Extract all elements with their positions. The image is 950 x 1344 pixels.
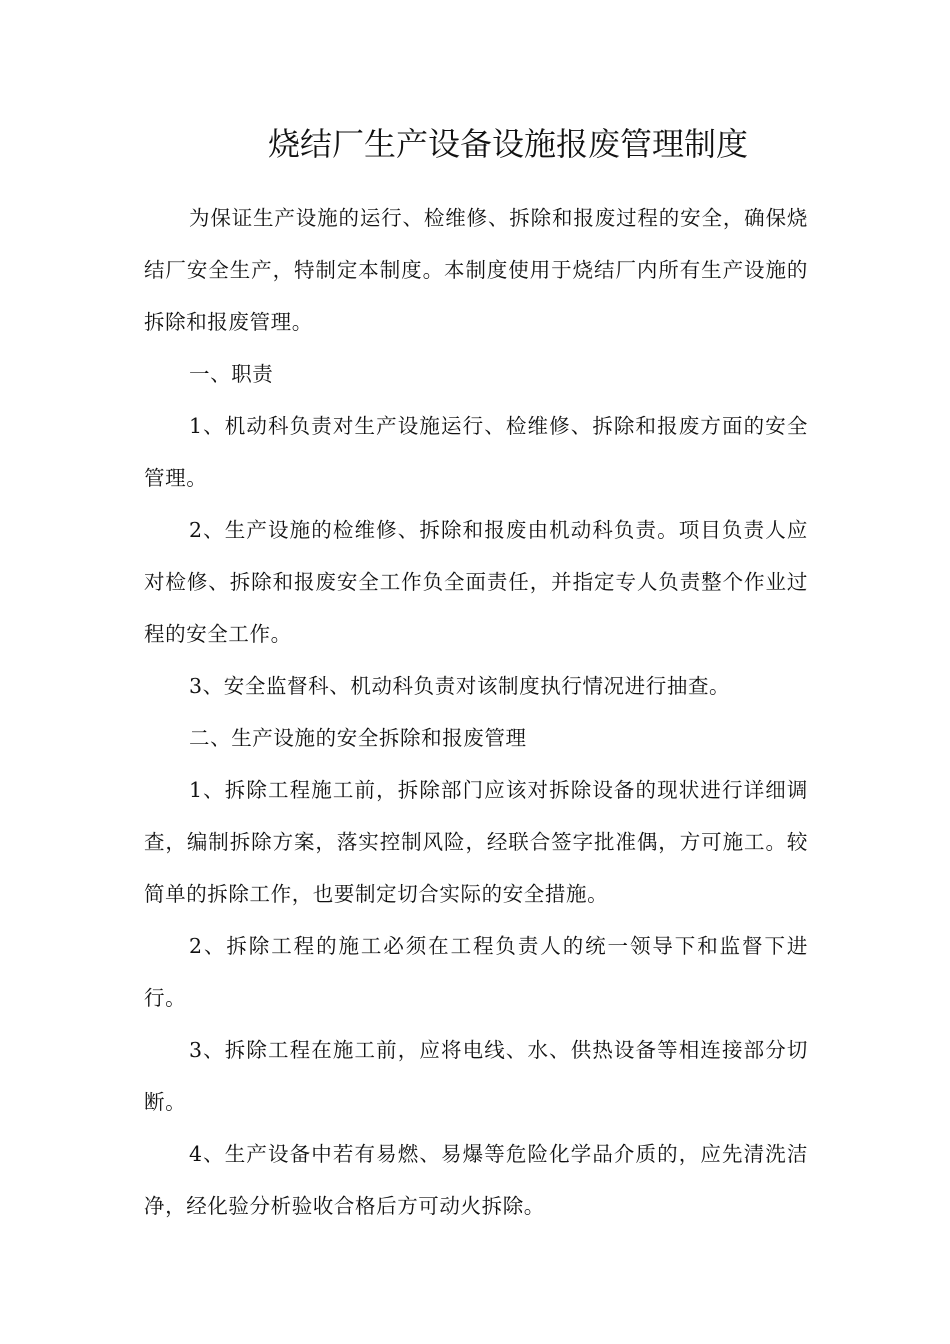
intro-paragraph: 为保证生产设施的运行、检维修、拆除和报废过程的安全，确保烧结厂安全生产，特制定本制度。本制度使用于烧结厂内所有生产设施的拆除和报废管理。 — [144, 206, 808, 334]
document-body — [144, 192, 808, 1232]
duty-item-2: 2、生产设施的检维修、拆除和报废由机动科负责。项目负责人应对检修、拆除和报废安全工作负全面责任，并指定专人负责整个作业过程的安全工作。 — [144, 518, 808, 646]
demolition-item-4: 4、生产设备中若有易燃、易爆等危险化学品介质的，应先清洗洁净，经化验分析验收合格后方可动火拆除。 — [144, 1142, 808, 1218]
document-title: 烧结厂生产设备设施报废管理制度 — [267, 125, 748, 163]
duty-item-1: 1、机动科负责对生产设施运行、检维修、拆除和报废方面的安全管理。 — [144, 414, 808, 490]
demolition-item-2: 2、拆除工程的施工必须在工程负责人的统一领导下和监督下进行。 — [144, 934, 808, 1010]
section-heading-duties: 一、职责 — [189, 362, 274, 386]
demolition-item-3: 3、拆除工程在施工前，应将电线、水、供热设备等相连接部分切断。 — [144, 1038, 808, 1114]
demolition-item-1: 1、拆除工程施工前，拆除部门应该对拆除设备的现状进行详细调查，编制拆除方案，落实控制风险，经联合签字批准偶，方可施工。较简单的拆除工作，也要制定切合实际的安全措施。 — [144, 778, 808, 906]
section-heading-demolition: 二、生产设施的安全拆除和报废管理 — [189, 726, 527, 750]
duty-item-3: 3、安全监督科、机动科负责对该制度执行情况进行抽查。 — [189, 674, 731, 698]
